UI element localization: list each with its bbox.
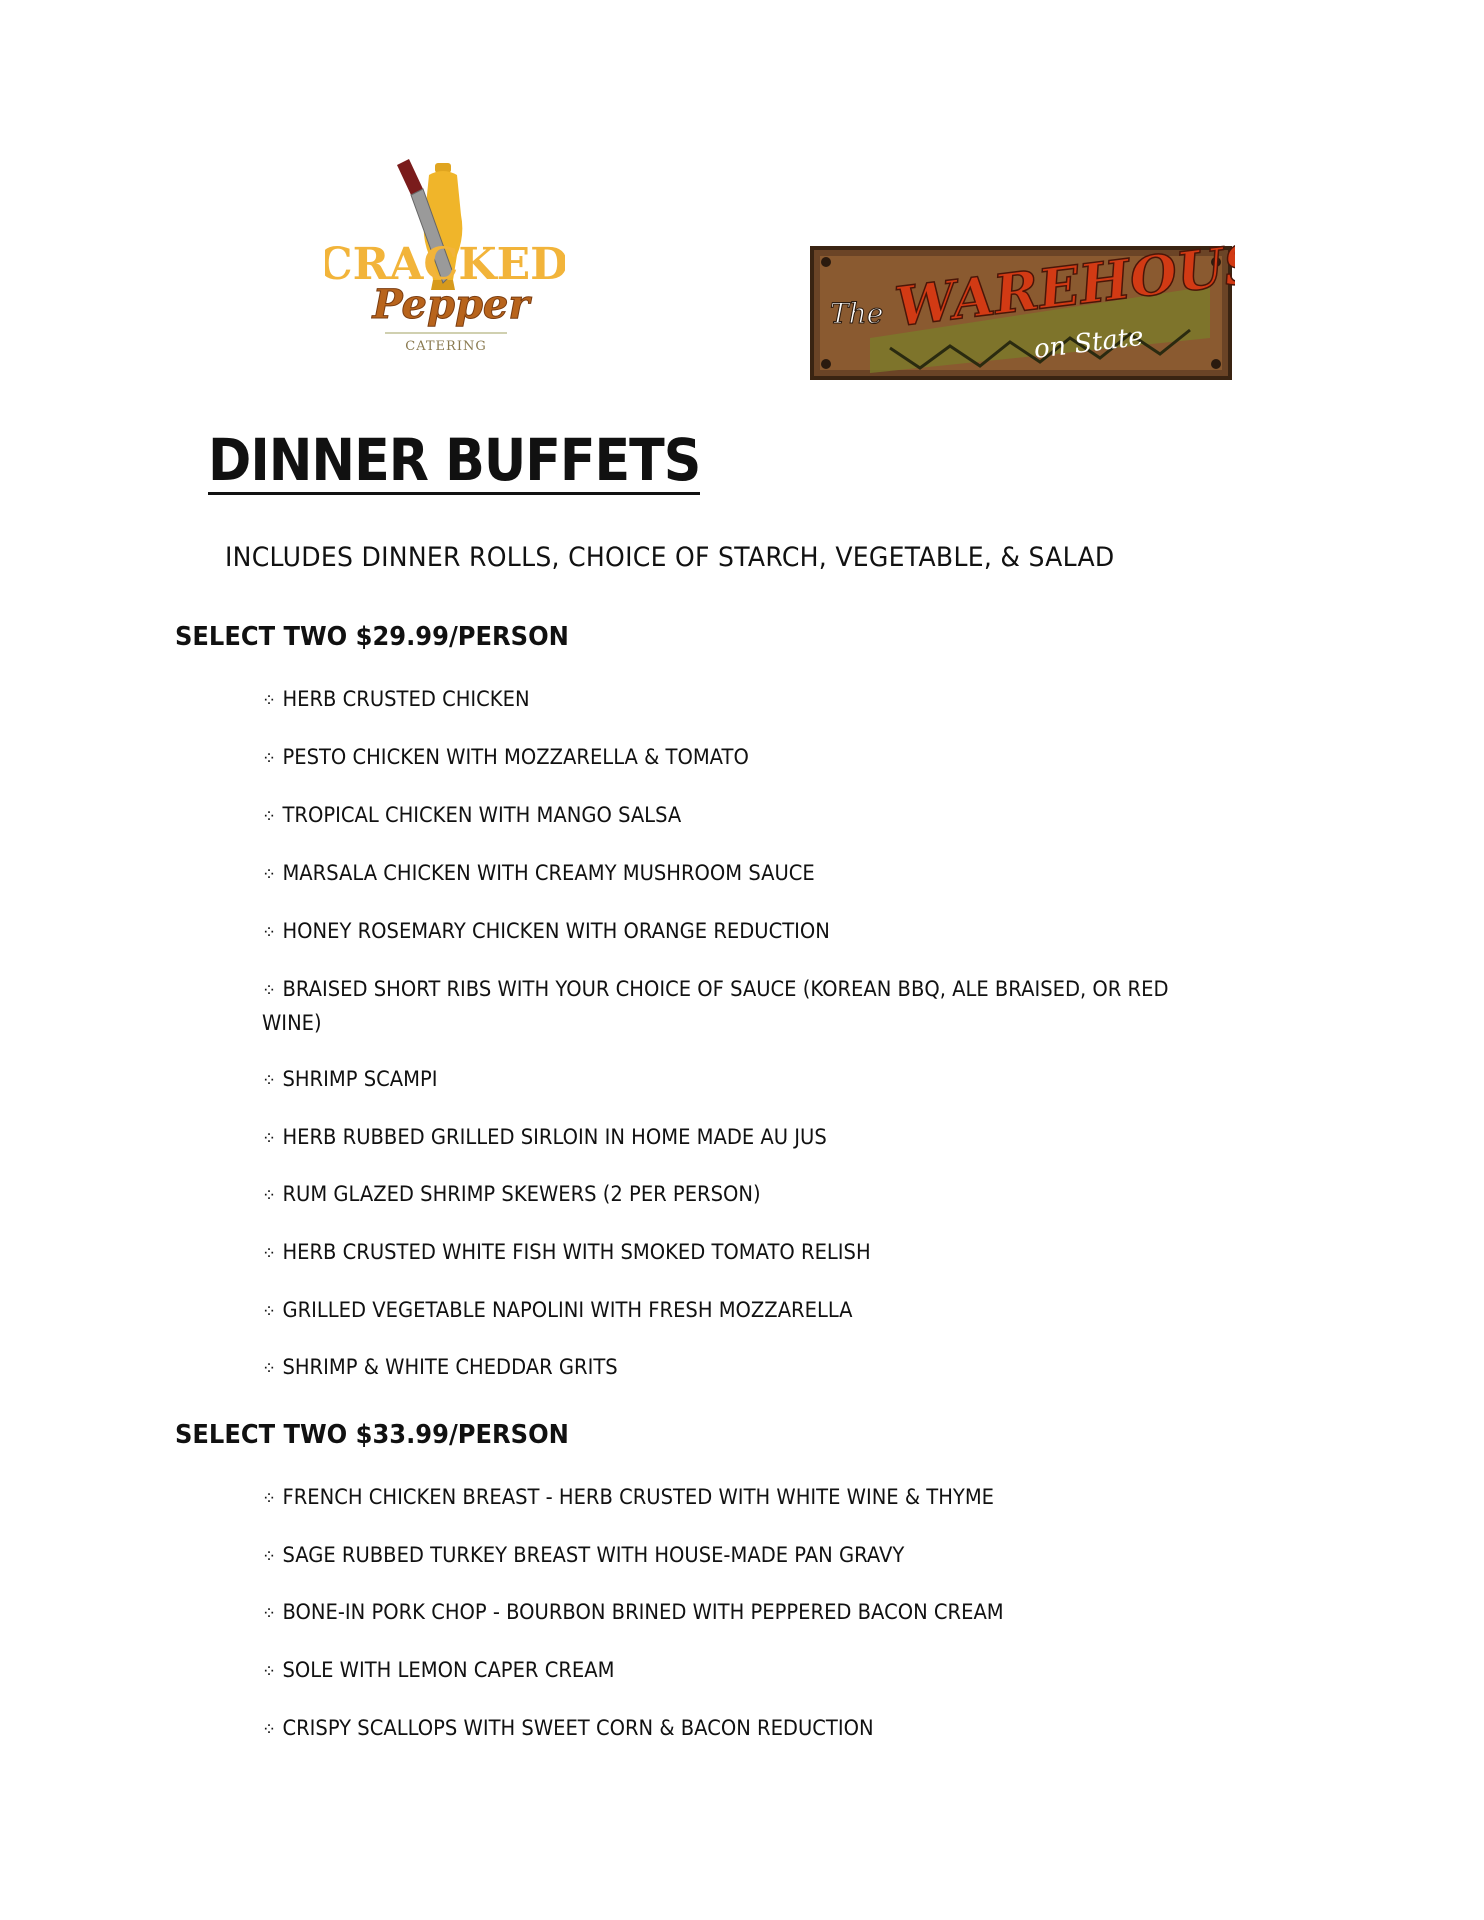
warehouse-on-state-logo <box>810 228 1235 383</box>
menu-item: ⁘ HERB RUBBED GRILLED SIRLOIN IN HOME MADE AU JUS <box>262 1121 1211 1155</box>
menu-item: ⁘ FRENCH CHICKEN BREAST - HERB CRUSTED WITH WHITE WINE & THYME <box>262 1481 1211 1515</box>
menu-item: ⁘ SAGE RUBBED TURKEY BREAST WITH HOUSE-MADE PAN GRAVY <box>262 1539 1211 1573</box>
bullet-icon: ⁘ <box>262 1301 277 1322</box>
bullet-icon: ⁘ <box>262 1128 277 1149</box>
logo-right-word2: WAREHOUSE <box>891 228 1235 339</box>
bullet-icon: ⁘ <box>262 748 277 769</box>
cracked-pepper-logo <box>325 155 565 360</box>
bullet-icon: ⁘ <box>262 806 277 827</box>
page-subtitle: INCLUDES DINNER ROLLS, CHOICE OF STARCH, VEGETABLE, & SALAD <box>225 542 1115 573</box>
bullet-icon: ⁘ <box>262 1070 277 1091</box>
section-heading-select-two-2999: SELECT TWO $29.99/PERSON <box>175 622 569 652</box>
bullet-icon: ⁘ <box>262 1603 277 1624</box>
menu-item: ⁘ RUM GLAZED SHRIMP SKEWERS (2 PER PERSON) <box>262 1178 1211 1212</box>
bullet-icon: ⁘ <box>262 1661 277 1682</box>
bullet-icon: ⁘ <box>262 1719 277 1740</box>
menu-item: ⁘ HERB CRUSTED WHITE FISH WITH SMOKED TOMATO RELISH <box>262 1236 1211 1270</box>
bullet-icon: ⁘ <box>262 1358 277 1379</box>
menu-item: ⁘ HERB CRUSTED CHICKEN <box>262 683 1211 717</box>
logo-left-word3: CATERING <box>405 339 487 354</box>
menu-item: ⁘ HONEY ROSEMARY CHICKEN WITH ORANGE REDUCTION <box>262 915 1211 949</box>
menu-item: ⁘ MARSALA CHICKEN WITH CREAMY MUSHROOM SAUCE <box>262 857 1211 891</box>
bullet-icon: ⁘ <box>262 1185 277 1206</box>
logo-left-word2: Pepper <box>372 281 530 328</box>
menu-item: ⁘ SHRIMP SCAMPI <box>262 1063 1211 1097</box>
bullet-icon: ⁘ <box>262 690 277 711</box>
bullet-icon: ⁘ <box>262 980 277 1001</box>
menu-item: ⁘ BRAISED SHORT RIBS WITH YOUR CHOICE OF SAUCE (KOREAN BBQ, ALE BRAISED, OR RED WINE) <box>262 977 1169 1035</box>
page-title: DINNER BUFFETS <box>208 426 701 494</box>
bullet-icon: ⁘ <box>262 1243 277 1264</box>
section-heading-select-two-3399: SELECT TWO $33.99/PERSON <box>175 1420 569 1450</box>
menu-item: ⁘ GRILLED VEGETABLE NAPOLINI WITH FRESH MOZZARELLA <box>262 1294 1211 1328</box>
bullet-icon: ⁘ <box>262 864 277 885</box>
menu-item: ⁘ CRISPY SCALLOPS WITH SWEET CORN & BACON REDUCTION <box>262 1712 1211 1746</box>
menu-item: ⁘ SOLE WITH LEMON CAPER CREAM <box>262 1654 1211 1688</box>
logo-left-word1: CRACKED <box>325 239 565 290</box>
menu-item: ⁘ BONE-IN PORK CHOP - BOURBON BRINED WITH PEPPERED BACON CREAM <box>262 1596 1211 1630</box>
menu-item: ⁘ PESTO CHICKEN WITH MOZZARELLA & TOMATO <box>262 741 1211 775</box>
bullet-icon: ⁘ <box>262 922 277 943</box>
bullet-icon: ⁘ <box>262 1546 277 1567</box>
menu-item: ⁘ TROPICAL CHICKEN WITH MANGO SALSA <box>262 799 1211 833</box>
menu-item: ⁘ SHRIMP & WHITE CHEDDAR GRITS <box>262 1351 1211 1385</box>
logo-right-word1: The <box>830 297 884 330</box>
bullet-icon: ⁘ <box>262 1488 277 1509</box>
logo-right-word3: on State <box>1032 321 1146 365</box>
